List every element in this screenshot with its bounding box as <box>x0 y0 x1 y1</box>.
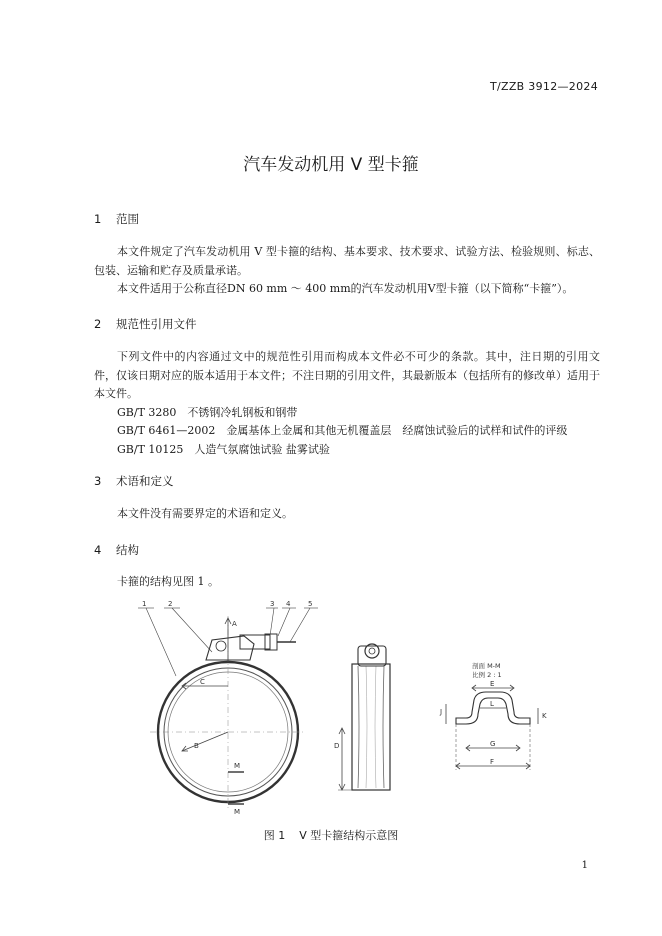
section-number: 4 <box>94 543 102 557</box>
section-3-body <box>94 505 600 524</box>
section-2-body <box>94 348 600 459</box>
scale-label: 比例 2 : 1 <box>472 671 502 679</box>
section-1-body <box>94 243 600 299</box>
callout-2: 2 <box>168 600 173 608</box>
caption-text: V 型卡箍结构示意图 <box>299 829 399 842</box>
callout-5: 5 <box>308 600 313 608</box>
dim-label-g: G <box>490 740 496 748</box>
standard-code: T/ZZB 3912—2024 <box>489 80 598 93</box>
dim-label-j: J <box>440 708 443 716</box>
dim-label-a: A <box>232 620 237 628</box>
dim-label-e: E <box>490 680 495 688</box>
callout-4: 4 <box>286 600 291 608</box>
callout-3: 3 <box>270 600 275 608</box>
paragraph: 本文件规定了汽车发动机用 V 型卡箍的结构、基本要求、技术要求、试验方法、检验规则、标志、包装、运输和贮存及质量承诺。 <box>94 245 600 277</box>
dim-label-m-upper: M <box>234 762 241 770</box>
dim-label-k: K <box>542 712 547 720</box>
section-heading-3 <box>94 473 174 489</box>
dim-label-f: F <box>490 758 495 766</box>
dim-label-c: C <box>200 678 205 686</box>
side-view-band <box>352 664 390 790</box>
clamp-technical-drawing <box>120 596 600 818</box>
section-heading-4 <box>94 542 139 558</box>
trunnion-housing <box>206 636 254 660</box>
callout-1: 1 <box>142 600 147 608</box>
section-number: 3 <box>94 474 102 488</box>
section-heading-1 <box>94 211 139 227</box>
page-number: 1 <box>581 860 588 871</box>
reference-item: GB/T 6461—2002 金属基体上金属和其他无机覆盖层 经腐蚀试验后的试样和试件的评级 <box>117 424 568 437</box>
section-heading-2 <box>94 316 197 332</box>
document-title: 汽车发动机用 V 型卡箍 <box>243 155 419 175</box>
reference-item: GB/T 10125 人造气氛腐蚀试验 盐雾试验 <box>117 442 330 456</box>
paragraph: 卡箍的结构见图 1 。 <box>117 575 219 588</box>
section-title: 术语和定义 <box>116 474 174 488</box>
section-number: 1 <box>94 212 102 226</box>
nut <box>265 634 277 650</box>
reference-item: GB/T 3280 不锈钢冷轧钢板和钢带 <box>117 405 298 419</box>
section-title: 范围 <box>116 212 139 226</box>
section-number: 2 <box>94 317 102 331</box>
dim-label-m-lower: M <box>234 808 241 816</box>
dim-label-b: B <box>194 742 199 750</box>
section-title: 规范性引用文件 <box>116 317 197 331</box>
section-label: 剖面 M-M <box>472 662 501 670</box>
paragraph: 本文件适用于公称直径DN 60 mm ～ 400 mm的汽车发动机用V型卡箍（以下简称“卡箍”）。 <box>117 282 574 295</box>
section-4-body <box>94 573 600 592</box>
figure-1-drawing <box>120 596 600 818</box>
figure-caption <box>0 827 662 843</box>
side-view-housing <box>358 646 386 666</box>
caption-number: 图 1 <box>263 829 286 842</box>
section-title: 结构 <box>116 543 139 557</box>
paragraph: 本文件没有需要界定的术语和定义。 <box>117 507 293 520</box>
paragraph: 下列文件中的内容通过文中的规范性引用而构成本文件必不可少的条款。其中，注日期的引用文件，仅该日期对应的版本适用于本文件；不注日期的引用文件，其最新版本（包括所有的修改单）适用于本文件。 <box>94 350 600 400</box>
dim-label-l: L <box>490 700 494 708</box>
dim-label-d: D <box>334 742 340 750</box>
